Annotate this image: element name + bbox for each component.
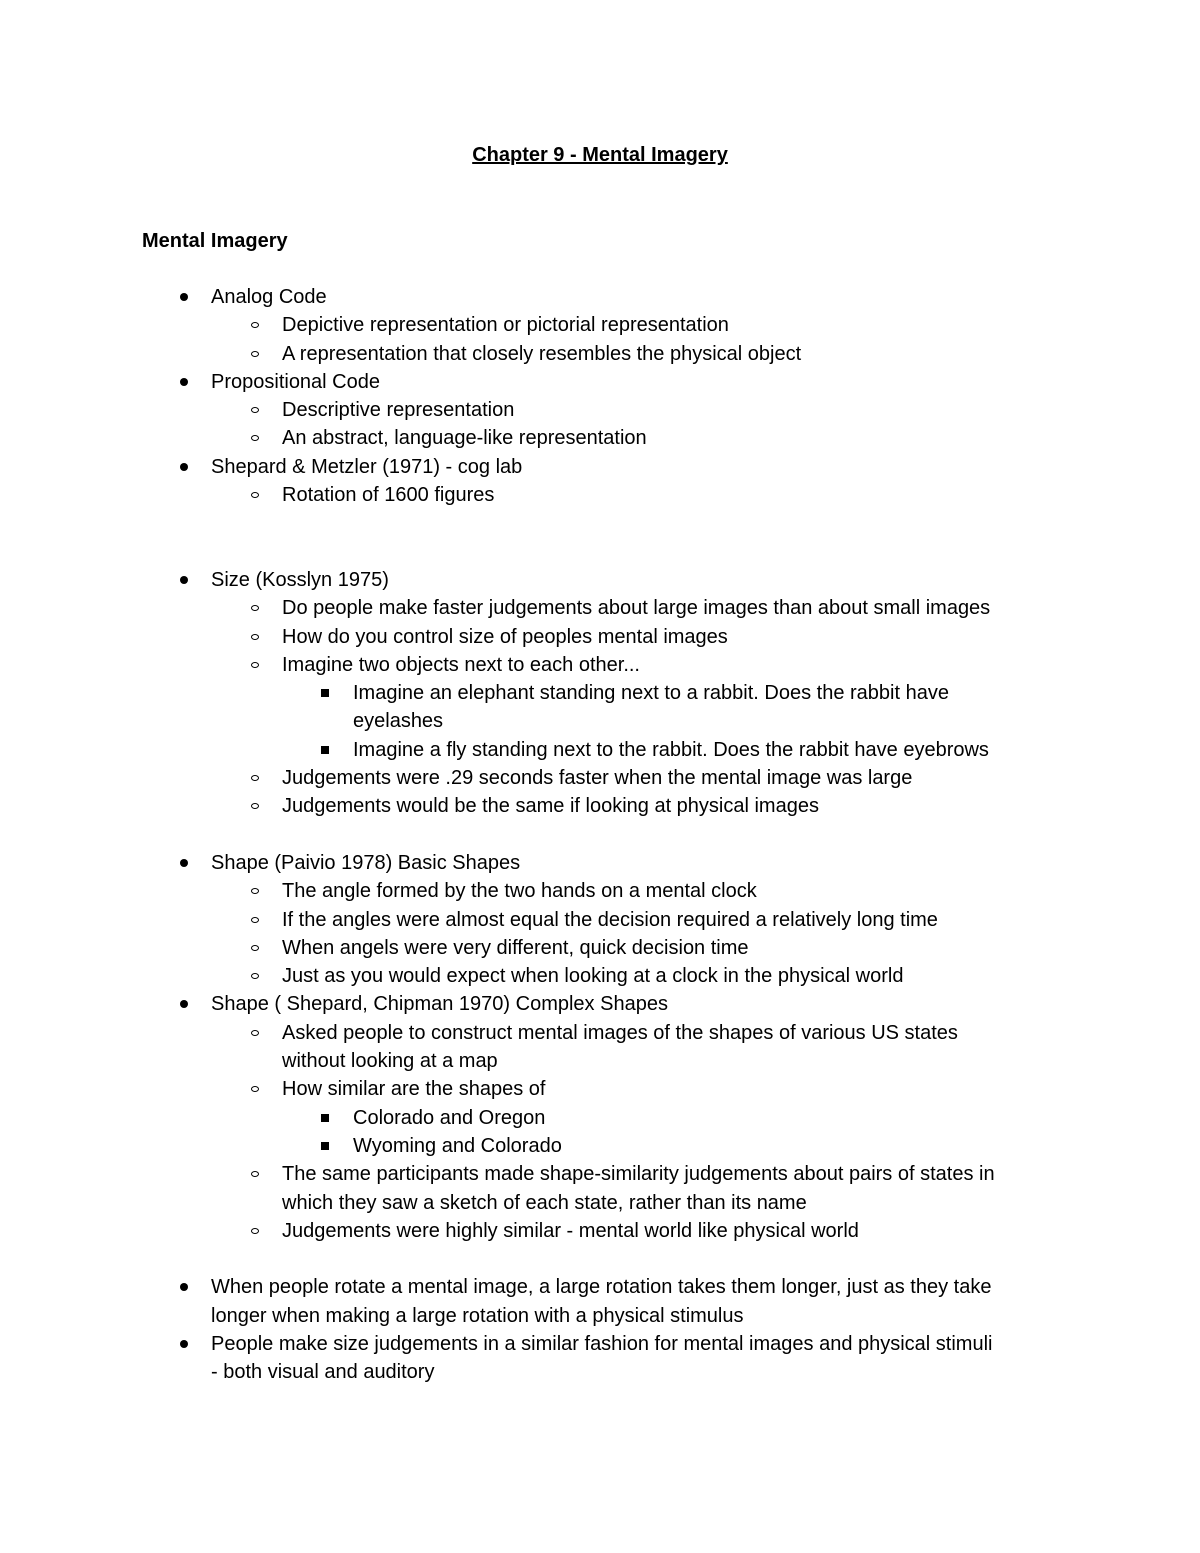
list-item-text: which they saw a sketch of each state, rather than its name [282,1191,807,1214]
bullet-square-icon [318,1104,332,1132]
bullet-dot-icon [177,990,191,1018]
bullet-circle-icon [248,1160,262,1188]
bullet-circle-icon [248,1217,262,1245]
list-item-level-3 [0,679,1200,736]
bullet-circle-icon [248,764,262,792]
list-item-level-2 [0,962,1200,990]
list-item-level-2 [0,481,1200,509]
list-item-level-1 [0,990,1200,1018]
list-item-level-2 [0,623,1200,651]
list-item-text: Shape ( Shepard, Chipman 1970) Complex Shapes [211,993,668,1016]
list-item-text: When angels were very different, quick decision time [282,936,749,959]
list-item-text: eyelashes [353,710,444,733]
list-item-level-2 [0,424,1200,452]
bullet-dot-icon [177,1273,191,1301]
bullet-square-icon [318,679,332,707]
list-item-level-2 [0,877,1200,905]
bullet-outline [0,283,1200,1387]
list-item-level-1 [0,453,1200,481]
bullet-circle-icon [248,1019,262,1047]
bullet-circle-icon [248,481,262,509]
list-item-text: without looking at a map [282,1050,498,1073]
list-item-level-2 [0,934,1200,962]
list-item-text: When people rotate a mental image, a large rotation takes them longer, just as they take [211,1276,992,1299]
bullet-dot-icon [177,566,191,594]
bullet-square-icon [318,1132,332,1160]
bullet-circle-icon [248,934,262,962]
list-item-text: How similar are the shapes of [282,1078,546,1101]
bullet-dot-icon [177,1330,191,1358]
list-item-text: Judgements would be the same if looking at physical images [282,795,819,818]
list-item-level-2 [0,340,1200,368]
bullet-dot-icon [177,453,191,481]
list-item-level-1 [0,368,1200,396]
bullet-square-icon [318,736,332,764]
bullet-circle-icon [248,396,262,424]
list-item-text: If the angles were almost equal the decision required a relatively long time [282,908,938,931]
list-item-text: Imagine a fly standing next to the rabbit. Does the rabbit have eyebrows [353,738,989,761]
section-heading: Mental Imagery [142,230,288,252]
bullet-dot-icon [177,849,191,877]
list-item-level-2 [0,1019,1200,1076]
bullet-circle-icon [248,424,262,452]
list-item-text: Judgements were highly similar - mental world like physical world [282,1219,859,1242]
list-item-level-2 [0,396,1200,424]
list-item-text: longer when making a large rotation with a physical stimulus [211,1304,744,1327]
bullet-circle-icon [248,594,262,622]
list-item-level-1 [0,1330,1200,1387]
list-item-text: Depictive representation or pictorial representation [282,314,729,337]
list-item-text: Imagine an elephant standing next to a rabbit. Does the rabbit have [353,682,949,705]
list-item-text: People make size judgements in a similar fashion for mental images and physical stimuli [211,1332,993,1355]
list-item-text: Analog Code [211,286,327,308]
list-item-text: How do you control size of peoples mental images [282,625,728,648]
list-item-level-1 [0,283,1200,311]
list-item-text: Judgements were .29 seconds faster when the mental image was large [282,767,913,790]
list-item-level-2 [0,792,1200,820]
list-item-level-2 [0,651,1200,679]
list-item-level-3 [0,736,1200,764]
list-item-text: Do people make faster judgements about large images than about small images [282,597,991,620]
bullet-circle-icon [248,792,262,820]
list-item-level-3 [0,1132,1200,1160]
list-item-level-1 [0,1273,1200,1330]
list-item-text: The angle formed by the two hands on a mental clock [282,880,757,903]
list-item-level-2 [0,311,1200,339]
list-item-text: Rotation of 1600 figures [282,484,495,507]
list-item-text: Colorado and Oregon [353,1106,546,1129]
list-item-text: Size (Kosslyn 1975) [211,568,389,591]
list-item-level-2 [0,1160,1200,1217]
document-title: Chapter 9 - Mental Imagery [472,144,728,166]
bullet-circle-icon [248,623,262,651]
list-item-text: The same participants made shape-similarity judgements about pairs of states in [282,1163,995,1186]
list-item-level-2 [0,764,1200,792]
list-item-level-2 [0,1217,1200,1245]
bullet-circle-icon [248,962,262,990]
list-item-text: - both visual and auditory [211,1361,435,1384]
list-item-text: Imagine two objects next to each other... [282,653,640,676]
list-item-level-3 [0,1104,1200,1132]
list-item-text: Shape (Paivio 1978) Basic Shapes [211,851,521,874]
list-item-text: Propositional Code [211,370,380,393]
bullet-circle-icon [248,340,262,368]
list-item-text: An abstract, language-like representation [282,427,647,450]
list-item-text: Asked people to construct mental images of the shapes of various US states [282,1021,958,1044]
bullet-circle-icon [248,311,262,339]
bullet-circle-icon [248,1075,262,1103]
list-item-text: Just as you would expect when looking at a clock in the physical world [282,965,904,988]
list-item-level-2 [0,594,1200,622]
bullet-circle-icon [248,906,262,934]
bullet-dot-icon [177,368,191,396]
list-item-level-2 [0,1075,1200,1103]
bullet-circle-icon [248,877,262,905]
list-item-level-2 [0,906,1200,934]
list-item-level-1 [0,566,1200,594]
list-item-level-1 [0,849,1200,877]
list-item-text: Shepard & Metzler (1971) - cog lab [211,455,523,478]
list-item-text: Descriptive representation [282,399,515,422]
bullet-dot-icon [177,283,191,311]
bullet-circle-icon [248,651,262,679]
list-item-text: Wyoming and Colorado [353,1134,562,1157]
list-item-text: A representation that closely resembles the physical object [282,342,802,365]
